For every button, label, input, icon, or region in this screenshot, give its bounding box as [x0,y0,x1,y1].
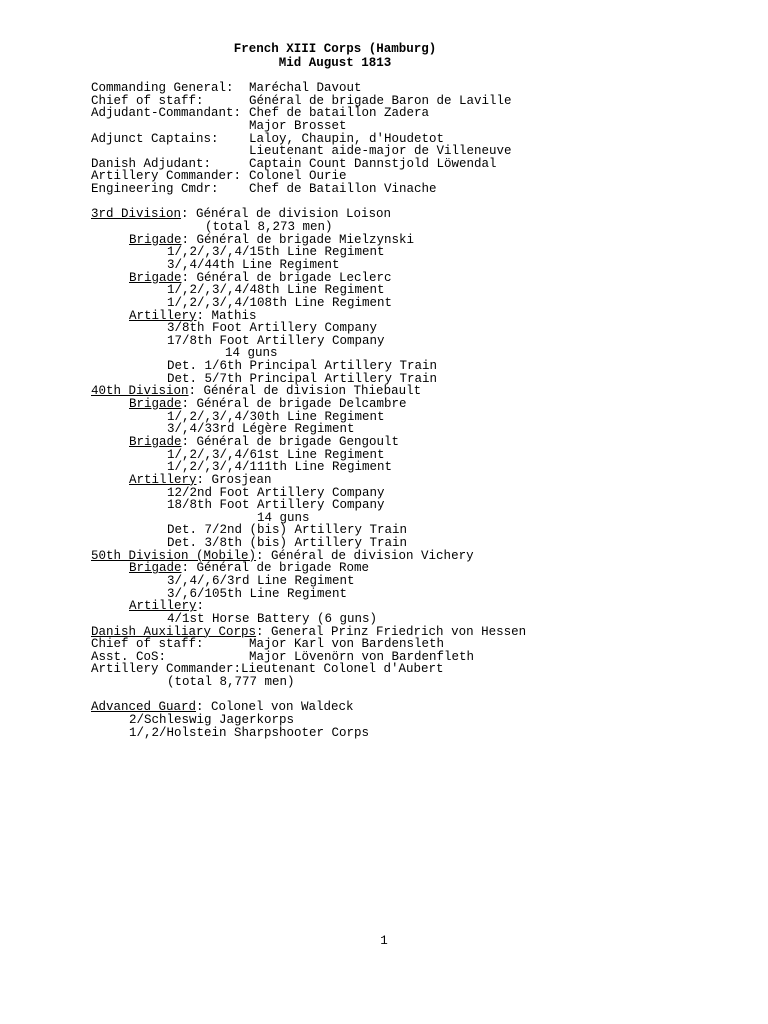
brigade-commander: : Général de brigade Delcambre [181,397,407,412]
order-of-battle [91,82,751,739]
staff-label: Engineering Cmdr: [91,182,219,197]
unit-line: 1/,2/,3/,4/61st Line Regiment [167,447,385,462]
unit-line: 3/,6/105th Line Regiment [167,586,348,601]
artillery-heading [91,474,751,487]
unit-line: 1/,2/,3/,4/48th Line Regiment [167,283,385,298]
brigade-commander: : Général de brigade Mielzynski [181,232,415,247]
unit-line: 1/,2/,3/,4/111th Line Regiment [167,460,393,475]
page-number: 1 [380,934,388,948]
staff-value: Lieutenant aide-major de Villeneuve [249,144,512,159]
artillery-heading [91,600,751,613]
brigade-commander: : Général de brigade Gengoult [181,434,400,449]
corps-commander: : General Prinz Friedrich von Hessen [256,624,527,639]
staff-value: Major Lövenörn von Bardenfleth [249,649,475,664]
division-50 [91,550,751,626]
brigade-label: Brigade [129,561,182,576]
corps-total: (total 8,777 men) [167,675,295,690]
corps-name: Danish Auxiliary Corps [91,624,257,639]
division-name: 50th Division (Mobile) [91,548,257,563]
staff-value: Major Karl von Bardensleth [249,637,445,652]
division-name: 40th Division [91,384,189,399]
division-3 [91,208,751,385]
brigade-label: Brigade [129,232,182,247]
staff-value: Laloy, Chaupin, d'Houdetot [249,131,445,146]
unit-line: 3/8th Foot Artillery Company [167,321,378,336]
staff-value: Captain Count Dannstjold Löwendal [249,156,497,171]
staff-label: Chief of staff: [91,637,204,652]
unit-line: 18/8th Foot Artillery Company [167,498,385,513]
division-commander: : Général de division Vichery [256,548,474,563]
brigade-label: Brigade [129,434,182,449]
brigade-label: Brigade [129,397,182,412]
train-line: Det. 7/2nd (bis) Artillery Train [167,523,408,538]
brigade-heading [91,436,751,449]
brigade-heading [91,398,751,411]
division-name: 3rd Division [91,207,182,222]
staff-row [91,183,751,196]
artillery-label: Artillery [129,472,197,487]
division-commander: : Général de division Thiebault [188,384,422,399]
division-heading [91,208,751,221]
unit-line: 3/,4/33rd Légère Regiment [167,422,355,437]
staff-value: Chef de bataillon Zadera [249,106,430,121]
artillery-label: Artillery [129,308,197,323]
staff-label: Adjudant-Commandant: [91,106,242,121]
artillery-commander-row: Artillery Commander:Lieutenant Colonel d'Aubert [91,662,444,677]
staff-label: Commanding General: [91,81,234,95]
document-title [0,43,670,70]
guard-commander: : Colonel von Waldeck [196,700,354,715]
gun-count: 14 guns [257,510,310,525]
unit-line: 4/1st Horse Battery (6 guns) [167,611,378,626]
guard-name: Advanced Guard [91,700,197,715]
unit-line: 1/,2/Holstein Sharpshooter Corps [129,725,370,740]
artillery-commander: : [196,599,205,614]
division-40 [91,385,751,549]
staff-value: Maréchal Davout [249,81,362,95]
staff-label: Danish Adjudant: [91,156,212,171]
unit-line: 12/2nd Foot Artillery Company [167,485,385,500]
unit-line: 1/,2/,3/,4/15th Line Regiment [167,245,385,260]
division-commander: : Général de division Loison [181,207,392,222]
unit-line: 17/8th Foot Artillery Company [167,333,385,348]
unit-line: 1/,2/,3/,4/30th Line Regiment [167,409,385,424]
artillery-commander: : Mathis [196,308,257,323]
danish-corps [91,626,751,689]
staff-label: Asst. CoS: [91,649,167,664]
artillery-label: Artillery [129,599,197,614]
staff-value: Colonel Ourie [249,169,347,184]
staff-label: Chief of staff: [91,93,204,108]
brigade-label: Brigade [129,270,182,285]
staff-label: Artillery Commander: [91,169,242,184]
unit-line: 3/,4/44th Line Regiment [167,257,340,272]
unit-line: 1/,2/,3/,4/108th Line Regiment [167,295,393,310]
advanced-guard [91,701,751,739]
staff-row [91,107,751,120]
title-line-1: French XIII Corps (Hamburg) [233,42,437,56]
staff-value: Général de brigade Baron de Laville [249,93,512,108]
division-total: (total 8,273 men) [205,220,333,235]
train-line: Det. 1/6th Principal Artillery Train [167,359,438,374]
title-line-2: Mid August 1813 [278,55,392,70]
brigade-commander: : Général de brigade Rome [181,561,370,576]
staff-label: Adjunct Captains: [91,131,219,146]
artillery-commander: : Grosjean [196,472,272,487]
train-line: Det. 3/8th (bis) Artillery Train [167,536,408,551]
brigade-commander: : Général de brigade Leclerc [181,270,392,285]
staff-value: Major Brosset [249,118,347,133]
corps-staff [91,82,751,196]
train-line: Det. 5/7th Principal Artillery Train [167,371,438,386]
unit-line: 3/,4/,6/3rd Line Regiment [167,573,355,588]
staff-value: Chef de Bataillon Vinache [249,182,437,197]
unit-line: 2/Schleswig Jagerkorps [129,713,295,728]
gun-count: 14 guns [225,346,278,361]
